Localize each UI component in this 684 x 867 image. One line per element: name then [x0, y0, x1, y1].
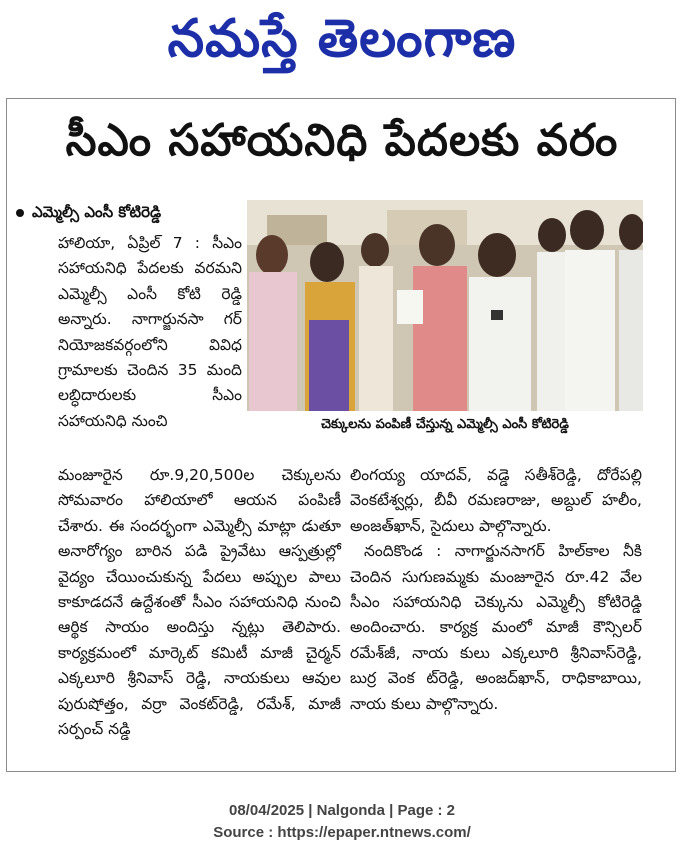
article-body-left: మంజూరైన రూ.9,20,500ల చెక్కులను సోమవారం హాలియాలో ఆయన పంపిణీ చేశారు. ఈ సందర్భంగా ఎమ్మెల్సీ మాట్లా డుతూ అనారోగ్యం బారిన పడి ప్రైవేటు ఆస్పత్రుల్లో వైద్యం చేయించుకున్న పేదలు అప్పుల పాలు కాకూడదనే ఉద్దేశంతో సీఎం సహాయనిధి నుంచి ఆర్థిక సాయం అందిస్తు న్నట్లు తెలిపారు. కార్యక్రమంలో మార్కెట్ కమిటీ మాజీ చైర్మన్ ఎక్కలూరి శ్రీనివాస్ రెడ్డి, నాయకులు ఆవుల పురుషోత్తం, వర్రా వెంకట్‌రెడ్డి, రమేశ్, మాజీ సర్పంచ్ నడ్డి — [58, 466, 341, 739]
article-byline — [16, 203, 161, 225]
footer-date-line: 08/04/2025 | Nalgonda | Page : 2 — [229, 802, 455, 819]
article-photo — [247, 200, 643, 411]
article-intro: హాలియా, ఏప్రిల్ 7 : సీఎం సహాయనిధి పేదలకు వరమని ఎమ్మెల్సీ ఎంసీ కోటి రెడ్డి అన్నారు. నాగార్జునసా గర్ నియోజకవర్గంలోని వివిధ గ్రామాలకు చెందిన 35 మంది లబ్ధిదారులకు సీఎం సహాయనిధి నుంచి — [58, 234, 242, 430]
article-body-right-1: లింగయ్య యాదవ్, వడ్డె సతీశ్‌రెడ్డి, దోరేపల్లి వెంకటేశ్వర్లు, బీవీ రమణరాజు, అబ్దుల్ హలీం, అంజత్‌ఖాన్, సైదులు పాల్గొన్నారు. — [350, 466, 642, 535]
article-intro-column — [58, 231, 242, 434]
newspaper-masthead: నమస్తే తెలంగాణ — [167, 9, 517, 69]
article-body-right-2: నందికొండ : నాగార్జునసాగర్ హిల్‌కాల నీకి చెందిన సుగుణమ్మకు మంజూరైన రూ.42 వేల సీఎం సహాయనిధి చెక్కును ఎమ్మెల్సీ కోటిరెడ్డి అందించారు. కార్యక్ర మంలో మాజీ కౌన్సిలర్ రమేశ్‌జీ, నాయ కులు ఎక్కలూరి శ్రీనివాస్‌రెడ్డి, బుర్ర వెంక ట్‌రెడ్డి, అంజద్‌ఖాన్, రాధికాబాయి, నాయ కులు పాల్గొన్నారు. — [350, 542, 642, 713]
footer-source-line: Source : https://epaper.ntnews.com/ — [213, 824, 471, 841]
article-right-column — [350, 463, 642, 717]
photo-caption: చెక్కులను పంపిణీ చేస్తున్న ఎమ్మెల్సీ ఎంసీ కోటిరెడ్డి — [321, 417, 569, 432]
photo-illustration — [247, 200, 643, 411]
article-left-column — [58, 463, 341, 742]
page-footer — [0, 800, 684, 844]
bullet-icon — [16, 209, 24, 217]
article-headline: సీఎం సహాయనిధి పేదలకు వరం — [65, 115, 619, 166]
byline-text: ఎమ్మెల్సీ ఎంసీ కోటిరెడ్డి — [32, 203, 162, 221]
